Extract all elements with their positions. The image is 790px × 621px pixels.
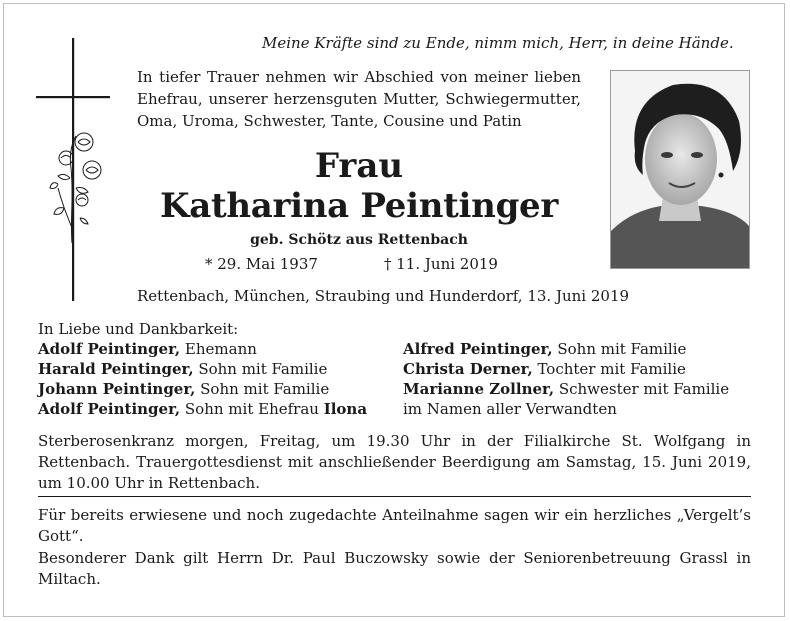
death-date: † 11. Juni 2019 [384,255,498,273]
service-info: Sterberosenkranz morgen, Freitag, um 19.30 Uhr in der Filialkirche St. Wolfgang in Rettenbach. Trauergottesdienst mit anschließender Beerdigung am Samstag, 15. Juni 2019, um 10.00 Uhr in Rettenbach. [38,432,751,492]
list-item: Christa Derner, Tochter mit Familie [403,360,686,378]
deceased-name: Katharina Peintinger [159,186,559,226]
portrait-photo [610,70,750,269]
list-item: Johann Peintinger, Sohn mit Familie [38,380,330,398]
mourners-left [38,339,367,419]
maiden-name: geb. Schötz aus Rettenbach [250,232,468,248]
list-item: Marianne Zollner, Schwester mit Familie [403,380,730,398]
divider [38,496,751,497]
motto-quote: Meine Kräfte sind zu Ende, nimm mich, Herr, in deine Hände. [262,34,734,52]
thanks-heading: In Liebe und Dankbarkeit: [38,320,239,338]
list-item: Adolf Peintinger, Ehemann [38,340,257,358]
list-item: im Namen aller Verwandten [403,400,617,418]
title-line1: Frau [314,146,404,186]
thanks-paragraph: Für bereits erwiesene und noch zugedachte Anteilnahme sagen wir ein herzliches „Vergelt’s Gott“. [38,506,751,545]
list-item: Adolf Peintinger, Sohn mit Ehefrau Ilona [38,400,368,418]
list-item: Alfred Peintinger, Sohn mit Familie [403,340,687,358]
cross-with-roses-icon [36,38,112,302]
places-date: Rettenbach, München, Straubing und Hunderdorf, 13. Juni 2019 [137,287,630,305]
list-item: Harald Peintinger, Sohn mit Familie [38,360,328,378]
special-thanks: Besonderer Dank gilt Herrn Dr. Paul Buczowsky sowie der Seniorenbetreuung Grassl in Miltach. [38,549,751,588]
birth-date: * 29. Mai 1937 [205,255,318,273]
intro-text: In tiefer Trauer nehmen wir Abschied von meiner lieben Ehefrau, unserer herzensguten Mutter, Schwiegermutter, Oma, Uroma, Schwester, Tante, Cousine und Patin [137,68,581,130]
mourners-right [403,339,729,419]
